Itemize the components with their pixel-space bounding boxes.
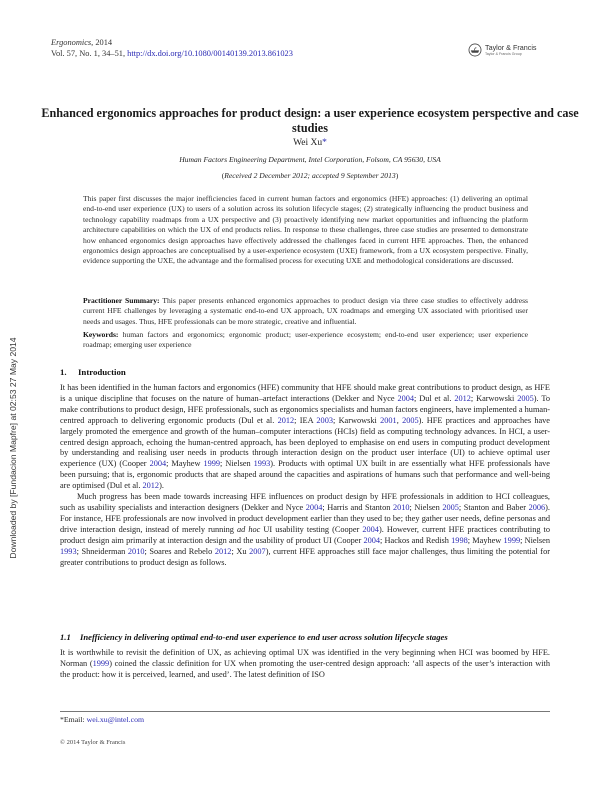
subsection-body — [60, 648, 550, 681]
citation-link[interactable]: 2004 — [363, 535, 381, 545]
paragraph — [60, 648, 550, 681]
citation-link[interactable]: 1998 — [451, 535, 468, 545]
text: ). To make contributions to product design, HFE professionals, such as ergonomics specialists and human factors engineers, have implemented a human-centred approach to delivering ergonomic products (Dul et al. — [60, 393, 550, 425]
journal-header — [51, 37, 293, 59]
paragraph — [60, 492, 550, 568]
citation-link[interactable]: 1999 — [203, 459, 221, 469]
text: Much progress has been made towards increasing HFE influences on product design by HFE professionals in addition to HCI colleagues, such as usability specialists and interaction designers (Dekker and Nyce — [60, 492, 550, 512]
text: ; Hackos and Redish — [380, 535, 452, 545]
text: ; Nielsen — [520, 535, 550, 545]
text: ; Soares and Rebelo — [144, 546, 215, 556]
citation-link[interactable]: 2004 — [305, 502, 323, 512]
citation-link[interactable]: 2006 — [528, 502, 546, 512]
citation-link[interactable]: 1993 — [60, 546, 77, 556]
text: ; Mayhew — [166, 459, 204, 469]
practitioner-summary-label: Practitioner Summary: — [83, 296, 160, 305]
practitioner-summary — [83, 296, 528, 327]
citation-link[interactable]: 2001 — [380, 415, 397, 425]
citation-link[interactable]: 2012 — [277, 415, 295, 425]
journal-title-line — [51, 37, 293, 48]
section-number: 1. — [60, 367, 67, 377]
citation-link[interactable]: 2012 — [142, 481, 160, 491]
text: ; Stanton and Baber — [458, 502, 529, 512]
section-title: Introduction — [78, 367, 126, 377]
citation-link[interactable]: 2005 — [442, 502, 459, 512]
text: ), current HFE approaches still face major challenges, thus limiting the potential for greater contributions to product design as follows. — [60, 546, 550, 567]
volume-info: Vol. 57, No. 1, 34–51, — [51, 49, 128, 58]
publisher-name: Taylor & Francis — [485, 42, 537, 52]
citation-link[interactable]: 2004 — [149, 459, 167, 469]
text: ) coined the classic definition for UX when promoting the user-centred design approach: ‘all aspects of the user’s interaction with the product: how it is perceived, learned, and used’. The latest definition of ISO — [60, 658, 551, 679]
text: ). However, current HFE practices contributing to product design aim primarily at interaction design and the usability of product UI (Cooper — [60, 524, 551, 545]
practitioner-summary-text: This paper presents enhanced ergonomics approaches to product design via three case studies to effectively address current HFE challenges by leveraging a systematic end-to-end UX approach, UX roadmaps and emerging UX associated with prioritised user needs and usages. Thus, HFE professionals can be more strategic, creative and influential. — [83, 296, 528, 326]
text: UI usability testing (Cooper — [260, 524, 363, 534]
author-affiliation: Human Factors Engineering Department, Intel Corporation, Folsom, CA 95630, USA — [179, 155, 441, 164]
paragraph — [60, 383, 550, 492]
text: ). HFE practices and approaches have largely promoted the emergence and growth of the human–computer interactions (HCIs) field as computing technology advances. In HCI, a user-centred design approach, echoing the human-centred approach, has been deployed to emphasise on end users in computing product development by understanding and realising user needs in products through interaction design on the product user interface (UI) to achieve optimal user experience (UX) (Cooper — [60, 415, 550, 469]
publisher-logo — [468, 43, 537, 57]
subsection-number: 1.1 — [60, 632, 71, 642]
keywords-text: human factors and ergonomics; ergonomic product; user-experience ecosystem; end-to-end user experience; user experience roadmap; emerging user experience — [83, 330, 528, 350]
citation-link[interactable]: 2007 — [249, 546, 266, 556]
footnote — [60, 715, 144, 724]
download-notice: Downloaded by [Fundacion Mapfre] at 02:53 27 May 2014 — [8, 337, 18, 559]
text: , — [396, 415, 403, 425]
citation-link[interactable]: 2010 — [127, 546, 145, 556]
citation-link[interactable]: 1999 — [92, 658, 110, 668]
citation-link[interactable]: 2010 — [392, 502, 410, 512]
citation-link[interactable]: 2004 — [397, 393, 415, 403]
received-dates — [40, 171, 580, 180]
paren-open: ( — [221, 171, 225, 180]
journal-volume-line — [51, 48, 293, 59]
author-line — [40, 138, 580, 148]
paren-close: ) — [395, 171, 399, 180]
citation-link[interactable]: 2005 — [517, 393, 534, 403]
email-link[interactable]: wei.xu@intel.com — [86, 715, 145, 724]
text: ; Shneiderman — [76, 546, 128, 556]
citation-link[interactable]: 2012 — [454, 393, 471, 403]
text: ; IEA — [294, 415, 317, 425]
citation-link[interactable]: 1999 — [503, 535, 521, 545]
text: ). Products with optimal UX built in are essentially what HFE professionals have been pursuing; that is, ergonomic products that are shaped around the capacities and aspirations of humans such that performance and well-being are optimised (Dul et al. — [60, 459, 550, 491]
doi-link[interactable]: http://dx.doi.org/10.1080/00140139.2013.861023 — [127, 49, 293, 58]
citation-link[interactable]: 2004 — [362, 524, 379, 534]
author-footnote-link[interactable]: * — [322, 138, 327, 148]
keywords — [83, 330, 528, 351]
taylor-francis-lamp-icon — [468, 43, 482, 57]
text: ; Dul et al. — [414, 393, 455, 403]
journal-name: Ergonomics — [51, 38, 92, 47]
footnote-divider — [60, 711, 550, 712]
text: ). — [159, 481, 164, 491]
subsection-heading — [60, 632, 448, 642]
text: ; Karwowski — [470, 393, 518, 403]
text: ; Nielsen — [220, 459, 254, 469]
citation-link[interactable]: 2005 — [402, 415, 419, 425]
emphasis-text: ad hoc — [237, 524, 261, 534]
section-heading-introduction — [60, 367, 126, 377]
text: ; Karwowski — [332, 415, 381, 425]
copyright-notice: © 2014 Taylor & Francis — [60, 739, 126, 746]
text: ; Nielsen — [409, 502, 443, 512]
text: It has been identified in the human factors and ergonomics (HFE) community that HFE should make great contributions to product design, as HFE is a unique discipline that focuses on the nature of human–artefact interactions (Dekker and Nyce — [60, 383, 550, 403]
keywords-label: Keywords: — [83, 330, 119, 339]
journal-year: , 2014 — [91, 38, 113, 47]
introduction-body — [60, 383, 550, 568]
received-text: Received 2 December 2012; accepted 9 September 2013 — [224, 171, 396, 180]
text: It is worthwhile to revisit the definition of UX, as achieving optimal UX was identified in the very beginning when HCI was boomed by HFE. Norman ( — [60, 648, 550, 668]
citation-link[interactable]: 2003 — [316, 415, 333, 425]
publisher-subtitle: Taylor & Francis Group — [485, 51, 522, 56]
citation-link[interactable]: 1993 — [253, 459, 271, 469]
text: ; Xu — [231, 546, 250, 556]
text: ; Mayhew — [467, 535, 504, 545]
text: ). For instance, HFE professionals are now involved in product development earlier than they used to be; they gather user needs, define personas and drive interaction design, instead of merely running — [60, 502, 550, 534]
abstract: This paper first discusses the major inefficiencies faced in current human factors and ergonomics (HFE) approaches: (1) delivering an optimal end-to-end user experience (UX) to users of a solution across its solution lifecycle stages; (2) strategically influencing the product business and technology capability roadmaps from a UX perspective and (3) proactively identifying new market opportunities and influencing the platform architecture capabilities on which the UX of end products relies. In response to these challenges, three case studies are presented to demonstrate how enhanced ergonomics design approaches have effectively addressed the challenges faced in current HFE approaches. Then, the enhanced ergonomics design approaches are conceptualised by a user-experience ecosystem (UXE) framework, from a UX ecosystem perspective. Finally, evidence supporting the UXE, the advantage and the formalised process for executing UXE and methodological considerations are discussed. — [83, 194, 528, 266]
subsection-title: Inefficiency in delivering optimal end-to-end user experience to end user across solution lifecycle stages — [80, 632, 448, 642]
citation-link[interactable]: 2012 — [214, 546, 232, 556]
text: ; Harris and Stanton — [322, 502, 393, 512]
author-name: Wei Xu — [293, 138, 323, 148]
article-title: Enhanced ergonomics approaches for product design: a user experience ecosystem perspective and case studies — [41, 106, 579, 135]
footnote-label: *Email: — [60, 715, 87, 724]
